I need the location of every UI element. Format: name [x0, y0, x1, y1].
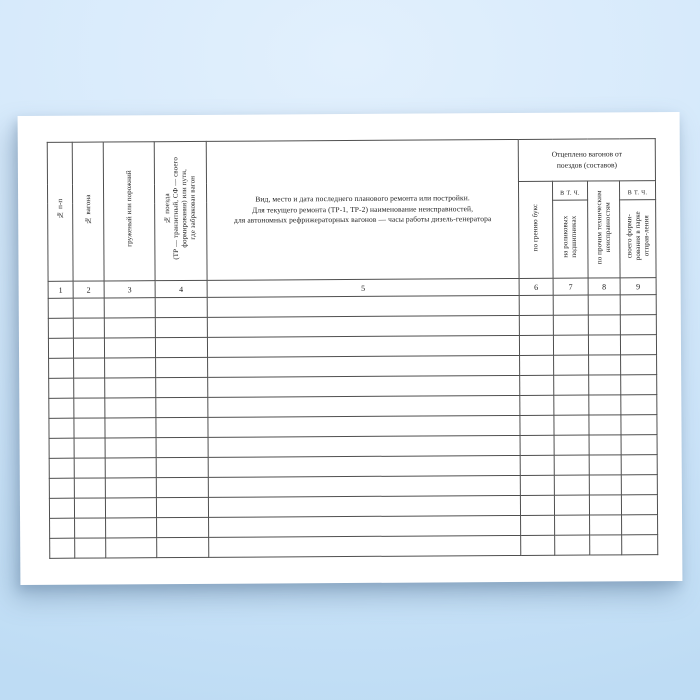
empty-cell: [621, 495, 657, 515]
empty-cell: [49, 478, 74, 498]
empty-cell: [553, 315, 588, 335]
empty-cell: [50, 518, 75, 538]
empty-cell: [49, 378, 74, 398]
col-header-repair-info: [206, 139, 519, 280]
empty-cell: [520, 355, 554, 375]
col-header-axlebox-heating: [518, 181, 553, 278]
empty-cell: [156, 497, 208, 517]
incl-label: В Т. Ч.: [627, 190, 648, 197]
col-header-incl-roller: [552, 181, 587, 200]
table-row: [47, 139, 655, 185]
empty-cell: [208, 395, 520, 417]
empty-cell: [555, 535, 590, 555]
empty-cell: [49, 498, 74, 518]
empty-cell: [74, 418, 105, 438]
col-number-cell: 9: [620, 278, 656, 295]
empty-cell: [157, 537, 209, 557]
empty-cell: [553, 295, 588, 315]
header-rows: [47, 139, 656, 299]
empty-cell: [156, 397, 208, 417]
empty-cell: [589, 375, 621, 395]
empty-cell: [105, 498, 156, 518]
empty-cell: [208, 435, 520, 457]
empty-cell: [621, 355, 657, 375]
col-header-axlebox-heating-label: по грению букс: [531, 203, 540, 252]
empty-cell: [520, 475, 554, 495]
incl-label: В Т. Ч.: [560, 190, 580, 197]
empty-cell: [105, 438, 156, 458]
table-row: [50, 535, 658, 559]
empty-cell: [156, 357, 208, 377]
empty-cell: [208, 475, 520, 497]
empty-cell: [155, 317, 207, 337]
empty-cell: [554, 475, 589, 495]
empty-cell: [589, 475, 621, 495]
empty-cell: [104, 298, 155, 318]
col-header-other-faults: [587, 181, 620, 278]
empty-cell: [554, 495, 589, 515]
empty-cell: [74, 478, 105, 498]
col-header-serial: [47, 142, 73, 281]
group-header-detached-wagons: [518, 139, 655, 182]
col-header-repair-info-label: Вид, место и дата последнего планового ремонта или постройки. Для текущего ремонта (ТР-1, ТР-2) наименование неисправностей, для автономных рефрижераторных вагонов — часы работы дизель-генератора: [234, 193, 492, 225]
col-number-cell: 8: [588, 278, 620, 295]
empty-cell: [588, 335, 620, 355]
empty-cell: [521, 535, 555, 555]
empty-cell: [74, 378, 105, 398]
empty-cell: [49, 398, 74, 418]
empty-cell: [621, 455, 657, 475]
col-header-loaded-empty-label: груженый или порожний: [124, 170, 134, 248]
paper-sheet: [18, 112, 683, 585]
empty-cell: [157, 517, 209, 537]
empty-cell: [105, 418, 156, 438]
empty-cell: [621, 475, 657, 495]
empty-cell: [554, 415, 589, 435]
col-number-cell: 6: [519, 278, 553, 295]
empty-cell: [209, 535, 521, 557]
form-table: [47, 138, 659, 559]
empty-cell: [588, 315, 620, 335]
empty-cell: [74, 458, 105, 478]
empty-cell: [49, 458, 74, 478]
empty-cell: [622, 535, 658, 555]
empty-cell: [208, 495, 520, 517]
empty-cell: [589, 495, 621, 515]
empty-cell: [590, 535, 622, 555]
empty-cell: [105, 398, 156, 418]
col-header-own-formation: [620, 200, 657, 278]
empty-cell: [74, 398, 105, 418]
col-header-serial-label: № п-п: [55, 199, 64, 220]
empty-cell: [104, 318, 155, 338]
empty-cell: [519, 295, 553, 315]
empty-cell: [105, 378, 156, 398]
empty-cell: [104, 338, 155, 358]
empty-cell: [155, 337, 207, 357]
empty-cell: [589, 355, 621, 375]
col-header-wagon-number: [72, 142, 104, 281]
empty-cell: [621, 435, 657, 455]
empty-cell: [520, 435, 554, 455]
empty-cell: [620, 315, 656, 335]
empty-cell: [554, 395, 589, 415]
empty-cell: [622, 515, 658, 535]
col-header-incl-own-formation: [619, 181, 655, 200]
empty-cell: [621, 375, 657, 395]
col-header-other-faults-label: по прочим техническим неисправностям: [595, 190, 612, 264]
empty-cell: [49, 438, 74, 458]
col-header-train-number-label: № поезда (ТР — транзитный, СФ — своего формирования) или пути, где забракован вагон: [163, 157, 198, 260]
col-header-wagon-number-label: № вагона: [83, 194, 92, 225]
empty-cell: [105, 478, 156, 498]
empty-cell: [208, 455, 520, 477]
empty-cell: [554, 455, 589, 475]
empty-cell: [589, 415, 621, 435]
empty-cell: [73, 318, 104, 338]
empty-cell: [49, 418, 74, 438]
col-header-loaded-empty: [103, 142, 155, 281]
empty-cell: [49, 358, 74, 378]
empty-cell: [207, 335, 519, 357]
empty-cell: [520, 375, 554, 395]
empty-cell: [520, 395, 554, 415]
empty-cell: [589, 395, 621, 415]
empty-cell: [48, 318, 73, 338]
empty-cell: [106, 538, 157, 558]
empty-cell: [73, 298, 104, 318]
empty-cell: [208, 415, 520, 437]
empty-cell: [106, 518, 157, 538]
col-number-cell: 7: [553, 278, 588, 295]
empty-cell: [75, 518, 106, 538]
col-number-cell: 2: [73, 281, 104, 298]
col-number-cell: 1: [48, 281, 73, 298]
empty-cell: [520, 455, 554, 475]
col-number-cell: 4: [155, 280, 207, 297]
empty-rows: [48, 295, 658, 559]
empty-cell: [74, 358, 105, 378]
empty-cell: [48, 298, 73, 318]
empty-cell: [553, 335, 588, 355]
empty-cell: [621, 395, 657, 415]
empty-cell: [620, 295, 656, 315]
empty-cell: [74, 498, 105, 518]
empty-cell: [75, 538, 106, 558]
empty-cell: [519, 315, 553, 335]
empty-cell: [519, 335, 553, 355]
empty-cell: [621, 415, 657, 435]
empty-cell: [520, 495, 554, 515]
col-header-roller-bearings-label: на роликовых подшипниках: [561, 215, 579, 258]
col-header-own-formation-label: своего форми- рования в парке отправ-ления: [624, 211, 651, 261]
empty-cell: [589, 435, 621, 455]
empty-cell: [105, 458, 156, 478]
col-header-train-number: [154, 141, 207, 280]
empty-cell: [156, 377, 208, 397]
empty-cell: [208, 375, 520, 397]
empty-cell: [50, 538, 75, 558]
empty-cell: [207, 315, 519, 337]
empty-cell: [105, 358, 156, 378]
group-header-detached-wagons-label: Отцеплено вагонов от поездов (составов): [551, 149, 623, 170]
empty-cell: [156, 477, 208, 497]
empty-cell: [155, 297, 207, 317]
empty-cell: [73, 338, 104, 358]
empty-cell: [156, 437, 208, 457]
empty-cell: [48, 338, 73, 358]
empty-cell: [590, 515, 622, 535]
empty-cell: [620, 335, 656, 355]
empty-cell: [74, 438, 105, 458]
empty-cell: [554, 355, 589, 375]
empty-cell: [554, 375, 589, 395]
col-number-cell: 3: [104, 281, 155, 298]
empty-cell: [589, 455, 621, 475]
empty-cell: [588, 295, 620, 315]
empty-cell: [520, 415, 554, 435]
empty-cell: [555, 515, 590, 535]
col-header-roller-bearings: [553, 200, 588, 278]
empty-cell: [521, 515, 555, 535]
empty-cell: [156, 417, 208, 437]
empty-cell: [207, 295, 519, 317]
empty-cell: [554, 435, 589, 455]
empty-cell: [209, 515, 521, 537]
empty-cell: [208, 355, 520, 377]
empty-cell: [156, 457, 208, 477]
col-number-cell: 5: [207, 278, 519, 297]
